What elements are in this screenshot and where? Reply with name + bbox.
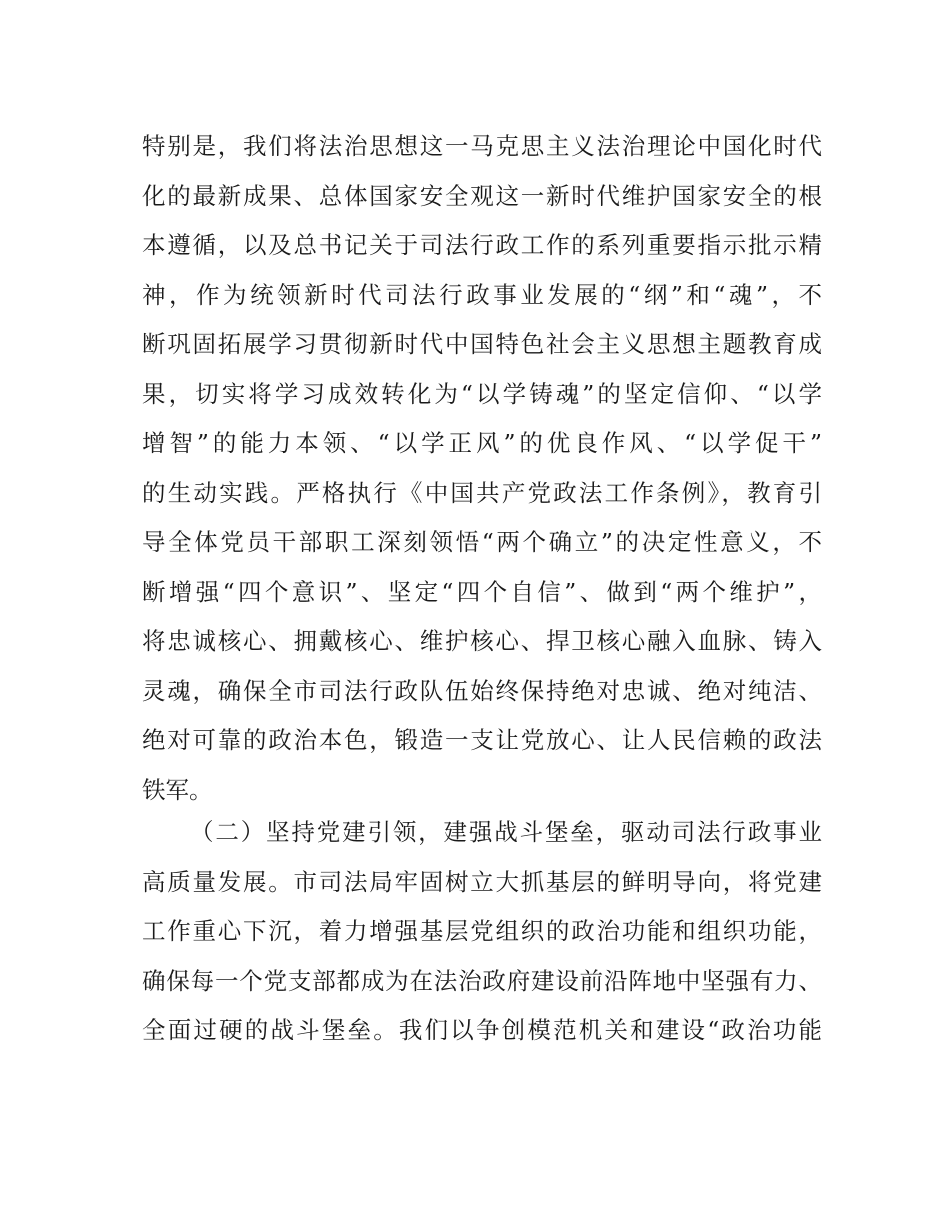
text-line: 增智”的能力本领、“以学正风”的优良作风、“以学促干”: [142, 429, 822, 457]
text-line: 全面过硬的战斗堡垒。我们以争创模范机关和建设“政治功能: [142, 1016, 822, 1044]
text-line: 断巩固拓展学习贯彻新时代中国特色社会主义思想主题教育成: [142, 330, 822, 358]
text-line: 特别是，我们将法治思想这一马克思主义法治理论中国化时代: [142, 132, 822, 160]
text-line: 果，切实将学习成效转化为“以学铸魂”的坚定信仰、“以学: [142, 379, 822, 408]
text-line: 灵魂，确保全市司法行政队伍始终保持绝对忠诚、绝对纯洁、: [142, 676, 822, 705]
text-line: 神，作为统领新时代司法行政事业发展的“纲”和“魂”，不: [142, 280, 822, 309]
text-line: 的生动实践。严格执行《中国共产党政法工作条例》，教育引: [142, 478, 822, 507]
text-line: 确保每一个党支部都成为在法治政府建设前沿阵地中坚强有力、: [142, 966, 822, 995]
text-line: 绝对可靠的政治本色，锻造一支让党放心、让人民信赖的政法: [142, 726, 822, 754]
text-line: 本遵循，以及总书记关于司法行政工作的系列重要指示批示精: [142, 231, 822, 259]
paragraph-party-building: [142, 808, 822, 1056]
paragraph-political-loyalty: [142, 122, 822, 815]
text-line-section-heading: （二）坚持党建引领，建强战斗堡垒，驱动司法行政事业: [190, 818, 822, 846]
text-line: 铁军。: [142, 775, 213, 804]
text-line: 导全体党员干部职工深刻领悟“两个确立”的决定性意义，不: [142, 528, 822, 556]
text-line: 将忠诚核心、拥戴核心、维护核心、捍卫核心融入血脉、铸入: [142, 627, 822, 655]
text-line: 工作重心下沉，着力增强基层党组织的政治功能和组织功能，: [142, 917, 822, 945]
text-line: 断增强“四个意识”、坚定“四个自信”、做到“两个维护”，: [142, 577, 822, 606]
text-line: 化的最新成果、总体国家安全观这一新时代维护国家安全的根: [142, 181, 822, 210]
text-line: 高质量发展。市司法局牢固树立大抓基层的鲜明导向，将党建: [142, 867, 822, 896]
